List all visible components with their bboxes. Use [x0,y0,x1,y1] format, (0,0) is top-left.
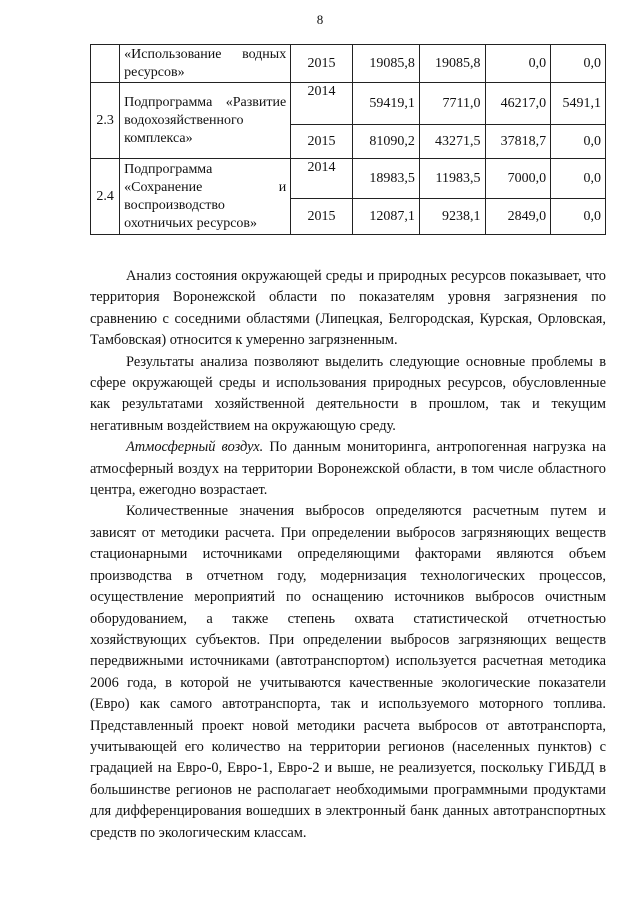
year-cell: 2014 [291,83,353,125]
section-heading-atmospheric-air: Атмосферный воздух. [126,439,264,456]
year-cell: 2014 [291,159,353,199]
value-cell: 0,0 [551,199,606,235]
total-cell: 59419,1 [352,83,419,125]
value-cell: 9238,1 [419,199,485,235]
total-cell: 12087,1 [352,199,419,235]
value-cell: 7000,0 [485,159,551,199]
total-cell: 81090,2 [352,125,419,159]
value-cell: 11983,5 [419,159,485,199]
year-cell: 2015 [291,125,353,159]
value-cell: 2849,0 [485,199,551,235]
program-name: «Использование водных ресурсов» [120,45,291,83]
table-row [91,83,606,125]
value-cell: 19085,8 [419,45,485,83]
value-cell: 5491,1 [551,83,606,125]
total-cell: 19085,8 [352,45,419,83]
value-cell: 0,0 [485,45,551,83]
program-name: Подпрограмма «Сохранение и воспроизводство охотничьих ресурсов» [120,159,291,235]
table-row [91,45,606,83]
row-number: 2.4 [91,159,120,235]
row-number [91,45,120,83]
value-cell: 0,0 [551,125,606,159]
budget-table [90,44,606,235]
value-cell: 46217,0 [485,83,551,125]
paragraph-atmospheric-air [90,437,606,501]
value-cell: 43271,5 [419,125,485,159]
program-name: Подпрограмма «Развитие водохозяйственного комплекса» [120,83,291,159]
paragraph-emissions: Количественные значения выбросов определяются расчетным путем и зависят от методики расчета. При определении выбросов загрязняющих веществ стационарными источниками определяющими факторами являются объем производства в отчетном году, модернизация технологических процессов, осуществление мероприятий по оснащению источников выбросов очистным оборудованием, а также степень охвата статистической отчетностью хозяйствующих субъектов. При определении выбросов загрязняющих веществ передвижными источниками (автотранспортом) используется расчетная методика 2006 года, в которой не учитываются качественные экологические показатели (Евро) как самого автотранспорта, так и используемого моторного топлива. Представленный проект новой методики расчета выбросов от автотранспорта, учитывающей его количество на территории регионов (населенных пунктов) с градацией на Евро-0, Евро-1, Евро-2 и выше, не реализуется, поскольку ГИБДД в большинстве регионов не располагает необходимыми программными продуктами для дифференцирования вошедших в электронный банк данных автотранспортных средств по экологическим классам. [90,503,606,841]
value-cell: 0,0 [551,159,606,199]
value-cell: 0,0 [551,45,606,83]
table-row [91,159,606,199]
paragraph-pollution-analysis: Анализ состояния окружающей среды и природных ресурсов показывает, что территория Воронежской области по показателям уровня загрязнения по сравнению с соседними областями (Липецкая, Белгородская, Курская, Орловская, Тамбовская) относится к умеренно загрязненным. [90,268,606,349]
value-cell: 37818,7 [485,125,551,159]
year-cell: 2015 [291,199,353,235]
paragraph-analysis-results: Результаты анализа позволяют выделить следующие основные проблемы в сфере окружающей среды и использования природных ресурсов, обусловленные как результатами хозяйственной деятельности в прошлом, так и текущим негативным воздействием на окружающую среду. [90,353,606,434]
body-text [90,266,606,844]
row-number: 2.3 [91,83,120,159]
total-cell: 18983,5 [352,159,419,199]
year-cell: 2015 [291,45,353,83]
atmospheric-air-text: По данным мониторинга, антропогенная нагрузка на атмосферный воздух на территории Воронежской области, в том числе областного центра, ежегодно возрастает. [90,439,606,499]
value-cell: 7711,0 [419,83,485,125]
page-number: 8 [316,12,324,27]
